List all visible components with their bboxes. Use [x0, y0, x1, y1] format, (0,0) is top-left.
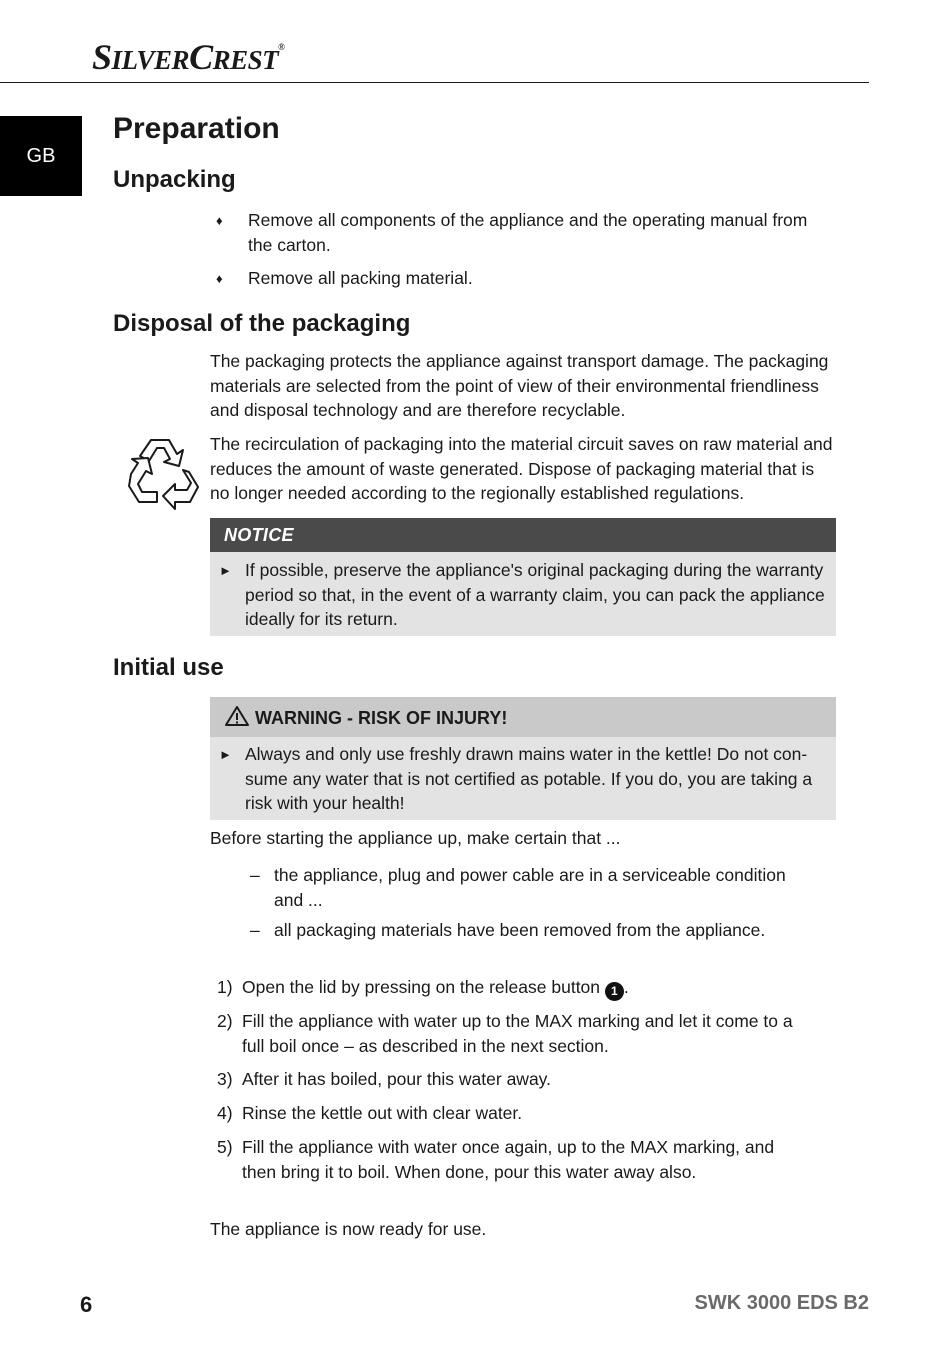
model-number: SWK 3000 EDS B2 [694, 1292, 869, 1314]
logo-letter: S [92, 37, 112, 77]
dash-bullet: – [250, 865, 260, 885]
section-title-preparation: Preparation [113, 112, 280, 145]
logo-text: ILVER [111, 45, 190, 75]
step-text: Open the lid by pressing on the release button 1 . [242, 975, 629, 1001]
step-text: Rinse the kettle out with clear water. [242, 1103, 523, 1123]
release-button-badge: 1 [605, 982, 624, 1001]
bullet-icon: ♦ [216, 271, 223, 286]
step-text: Fill the appliance with water once again, up to the MAX marking, and then bring it to boil. When done, pour this water away also. [242, 1137, 775, 1182]
heading-initial-use: Initial use [113, 654, 224, 681]
heading-disposal: Disposal of the packaging [113, 310, 411, 337]
step-text: After it has boiled, pour this water away. [242, 1069, 551, 1089]
disposal-paragraph-1: The packaging protects the appliance against transport damage. The packaging materials are selected from the point of view of their environmental friendliness and disposal technology and are therefore recyclable. [210, 351, 829, 420]
header-divider [0, 82, 869, 83]
step-number: 2) [217, 1011, 233, 1031]
step-number: 5) [217, 1137, 233, 1157]
language-label: GB [26, 144, 56, 167]
page-number: 6 [80, 1292, 93, 1317]
silvercrest-logo [92, 36, 284, 78]
arrow-right-icon: ► [219, 747, 232, 762]
warning-header [210, 697, 836, 737]
registered-mark: ® [278, 42, 285, 52]
list-item: the appliance, plug and power cable are in a serviceable condition and ... [274, 865, 786, 910]
logo-letter: C [189, 37, 213, 77]
list-item: Remove all components of the appliance and the operating manual from the carton. [248, 210, 808, 255]
notice-text: If possible, preserve the appliance's original packaging during the warranty period so that, in the event of a warranty claim, you can pack the appliance ideally for its return. [245, 560, 825, 629]
ready-text: The appliance is now ready for use. [210, 1219, 487, 1239]
logo-text: REST [212, 45, 279, 75]
dash-bullet: – [250, 920, 260, 940]
list-item: all packaging materials have been removed from the appliance. [274, 920, 766, 940]
step-number: 4) [217, 1103, 233, 1123]
warning-title: WARNING - RISK OF INJURY! [255, 708, 508, 728]
recycle-icon [121, 434, 203, 512]
intro-text: Before starting the appliance up, make certain that ... [210, 828, 621, 848]
list-item: Remove all packing material. [248, 268, 473, 288]
arrow-right-icon: ► [219, 563, 232, 578]
step-text: Fill the appliance with water up to the MAX marking and let it come to a full boil once – as described in the next section. [242, 1011, 793, 1056]
warning-text: Always and only use freshly drawn mains water in the kettle! Do not con- sume any water that is not certified as potable. If you do, you are taking a risk with your health! [245, 744, 813, 813]
heading-unpacking: Unpacking [113, 166, 236, 193]
notice-header [210, 518, 836, 552]
language-tab [0, 116, 82, 196]
disposal-paragraph-2: The recirculation of packaging into the material circuit saves on raw material and reduces the amount of waste generated. Dispose of packaging material that is no longer needed according to the regionally established regulations. [210, 434, 833, 503]
bullet-icon: ♦ [216, 213, 223, 228]
notice-title: NOTICE [224, 525, 294, 545]
warning-triangle-icon [224, 705, 250, 727]
step-number: 1) [217, 977, 233, 997]
step-number: 3) [217, 1069, 233, 1089]
